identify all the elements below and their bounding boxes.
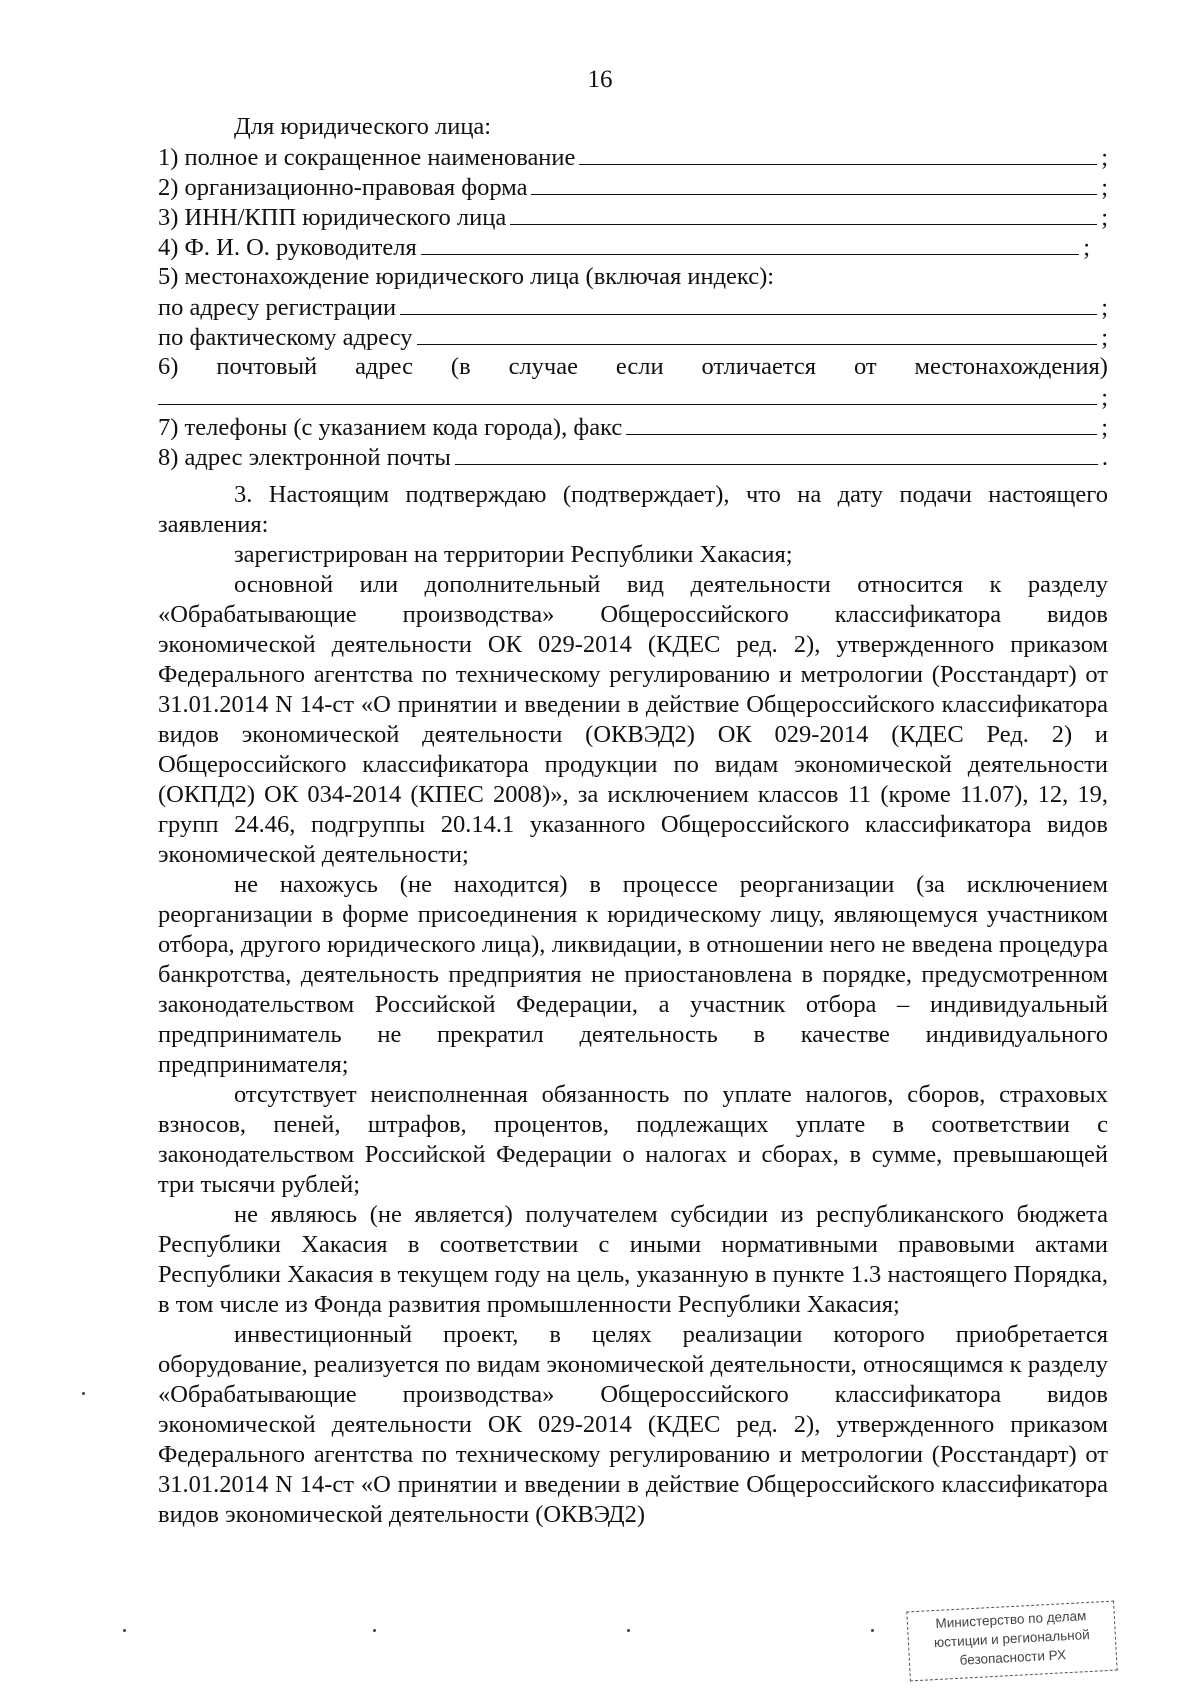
fill-line <box>417 322 1098 345</box>
legal-entity-heading: Для юридического лица: <box>234 113 492 140</box>
fill-line <box>421 232 1079 255</box>
field-label: 3) ИНН/КПП юридического лица <box>158 204 507 231</box>
field-actual-address-row: по фактическому адресу ; <box>158 324 1108 351</box>
condition-activity-type: основной или дополнительный вид деятельности относится к разделу «Обрабатывающие производства» Общероссийского классификатора видов экономической деятельности ОК 029-2014 (КДЕС ред. 2), утвержденного приказом Федерального агентства по техническому регулированию и метрологии (Росстандарт) от 31.01.2014 N 14-ст «О принятии и введении в действие Общероссийского классификатора видов экономической деятельности (ОКВЭД2) ОК 029-2014 (КДЕС Ред. 2) и Общероссийского классификатора продукции по видам экономической деятельности (ОКПД2) ОК 034-2014 (КПЕС 2008)», за исключением классов 11 (кроме 11.07), 12, 19, групп 24.46, подгруппы 20.14.1 указанного Общероссийского классификатора видов экономической деятельности; <box>158 571 1108 868</box>
scan-speck <box>373 1629 376 1632</box>
field-label: 2) организационно-правовая форма <box>158 174 528 201</box>
fill-line <box>158 382 1097 405</box>
condition-no-other-subsidy: не являюсь (не является) получателем субсидии из республиканского бюджета Республики Хакасия в соответствии с иными нормативными правовыми актами Республики Хакасия в текущем году на цель, указанную в пункте 1.3 настоящего Порядка, в том числе из Фонда развития промышленности Республики Хакасия; <box>158 1201 1108 1318</box>
field-location-heading: 5) местонахождение юридического лица (включая индекс): <box>158 263 775 290</box>
field-full-name-row: 1) полное и сокращенное наименование ; <box>158 144 1108 171</box>
field-label: 4) Ф. И. О. руководителя <box>158 234 417 261</box>
field-registration-address-row: по адресу регистрации ; <box>158 294 1108 321</box>
condition-registered: зарегистрирован на территории Республики Хакасия; <box>234 541 793 568</box>
field-legal-form-row: 2) организационно-правовая форма ; <box>158 174 1108 201</box>
scan-speck <box>627 1629 630 1632</box>
field-phones-row: 7) телефоны (с указанием кода города), факс ; <box>158 414 1108 441</box>
field-inn-kpp-row: 3) ИНН/КПП юридического лица ; <box>158 204 1108 231</box>
fill-line <box>455 442 1098 465</box>
field-label: 7) телефоны (с указанием кода города), факс <box>158 414 623 441</box>
fill-line <box>531 172 1097 195</box>
scan-speck <box>123 1629 126 1632</box>
fill-line <box>510 202 1097 225</box>
field-label: по адресу регистрации <box>158 294 397 321</box>
scan-speck <box>871 1629 874 1632</box>
fill-line <box>579 142 1097 165</box>
condition-no-reorganization: не нахожусь (не находится) в процессе реорганизации (за исключением реорганизации в форме присоединения к юридическому лицу, являющемуся участником отбора, другого юридического лица), ликвидации, в отношении него не введена процедура банкротства, деятельность предприятия не приостановлена в порядке, предусмотренном законодательством Российской Федерации, а участник отбора – индивидуальный предприниматель не прекратил деятельность в качестве индивидуального предпринимателя; <box>158 871 1108 1078</box>
field-label: по фактическому адресу <box>158 324 413 351</box>
condition-investment-project: инвестиционный проект, в целях реализации которого приобретается оборудование, реализуется по видам экономической деятельности, относящимся к разделу «Обрабатывающие производства» Общероссийского классификатора видов экономической деятельности ОК 029-2014 (КДЕС ред. 2), утвержденного приказом Федерального агентства по техническому регулированию и метрологии (Росстандарт) от 31.01.2014 N 14-ст «О принятии и введении в действие Общероссийского классификатора видов экономической деятельности (ОКВЭД2) <box>158 1321 1108 1528</box>
field-label: 8) адрес электронной почты <box>158 444 451 471</box>
field-email-row: 8) адрес электронной почты . <box>158 444 1108 471</box>
field-postal-address-fill: ; <box>158 382 1108 412</box>
field-director-row: 4) Ф. И. О. руководителя ; <box>158 234 1090 261</box>
fill-line <box>400 292 1097 315</box>
field-label: 1) полное и сокращенное наименование <box>158 144 576 171</box>
condition-no-tax-debt: отсутствует неисполненная обязанность по уплате налогов, сборов, страховых взносов, пеней, штрафов, процентов, подлежащих уплате в соответствии с законодательством Российской Федерации о налогах и сборах, в сумме, превышающей три тысячи рублей; <box>158 1081 1108 1198</box>
field-postal-address-row: 6) почтовый адрес (в случае если отличается от местонахождения) <box>158 353 1108 380</box>
ministry-stamp: Министерство по делам юстиции и региональной безопасности РХ <box>906 1601 1117 1682</box>
scan-speck <box>82 1392 85 1395</box>
page-number: 16 <box>587 66 613 93</box>
document-body <box>158 112 1108 1530</box>
section3-intro: 3. Настоящим подтверждаю (подтверждает), что на дату подачи настоящего заявления: <box>158 481 1108 538</box>
fill-line <box>626 412 1097 435</box>
